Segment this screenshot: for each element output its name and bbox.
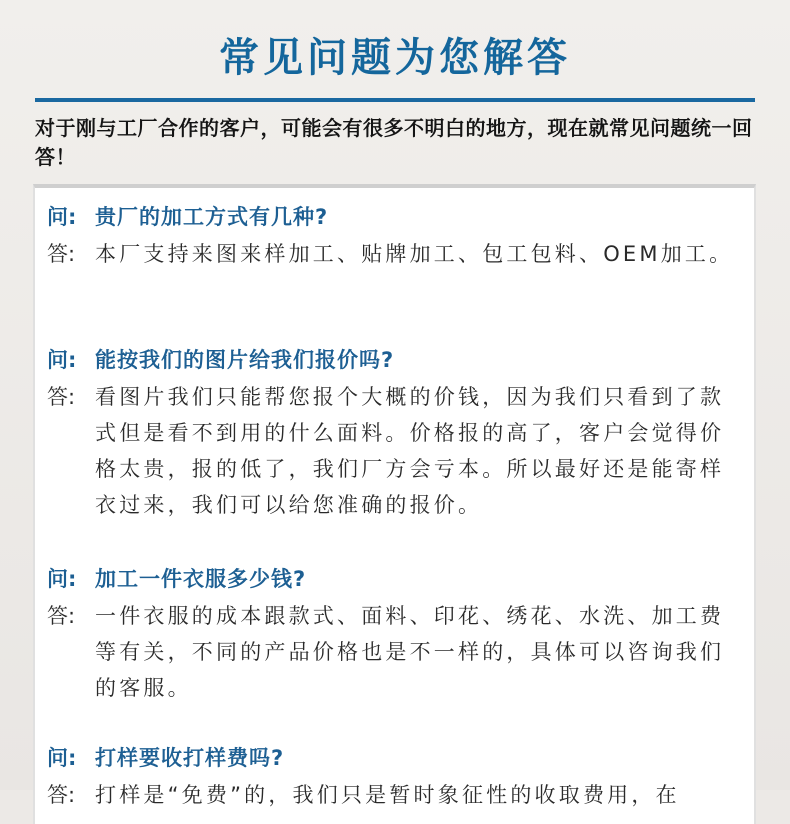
answer-row	[47, 598, 747, 706]
question-prefix: 问:	[47, 567, 77, 591]
answer-text: 一件衣服的成本跟款式、面料、印花、绣花、水洗、加工费等有关，不同的产品价格也是不一样的，具体可以咨询我们的客服。	[95, 604, 725, 700]
intro-text: 对于刚与工厂合作的客户，可能会有很多不明白的地方，现在就常见问题统一回答！	[35, 116, 753, 169]
answer-row	[47, 777, 747, 813]
answer-row	[47, 379, 747, 523]
question-prefix: 问:	[47, 348, 77, 372]
answer-prefix: 答:	[47, 783, 76, 807]
answer-prefix: 答:	[47, 242, 76, 266]
question-row	[47, 345, 747, 375]
faq-item	[47, 202, 747, 272]
question-text: 打样要收打样费吗?	[95, 746, 285, 770]
faq-item	[47, 564, 747, 706]
question-row	[47, 202, 747, 232]
faq-item	[47, 743, 747, 813]
page-title: 常见问题为您解答	[219, 35, 571, 81]
title-divider	[35, 98, 755, 102]
question-row	[47, 564, 747, 594]
question-text: 加工一件衣服多少钱?	[95, 567, 307, 591]
faq-card	[33, 184, 756, 824]
question-text: 能按我们的图片给我们报价吗?	[95, 348, 395, 372]
answer-row	[47, 236, 747, 272]
answer-prefix: 答:	[47, 604, 76, 628]
question-text: 贵厂的加工方式有几种?	[95, 205, 329, 229]
faq-item	[47, 345, 747, 523]
question-prefix: 问:	[47, 205, 77, 229]
question-prefix: 问:	[47, 746, 77, 770]
answer-prefix: 答:	[47, 385, 76, 409]
answer-text: 打样是“免费”的，我们只是暂时象征性的收取费用，在	[95, 783, 680, 807]
answer-text: 本厂支持来图来样加工、贴牌加工、包工包料、OEM加工。	[95, 242, 734, 266]
question-row	[47, 743, 747, 773]
answer-text: 看图片我们只能帮您报个大概的价钱，因为我们只看到了款式但是看不到用的什么面料。价格报的高了，客户会觉得价格太贵，报的低了，我们厂方会亏本。所以最好还是能寄样衣过来，我们可以给您准确的报价。	[95, 385, 725, 517]
